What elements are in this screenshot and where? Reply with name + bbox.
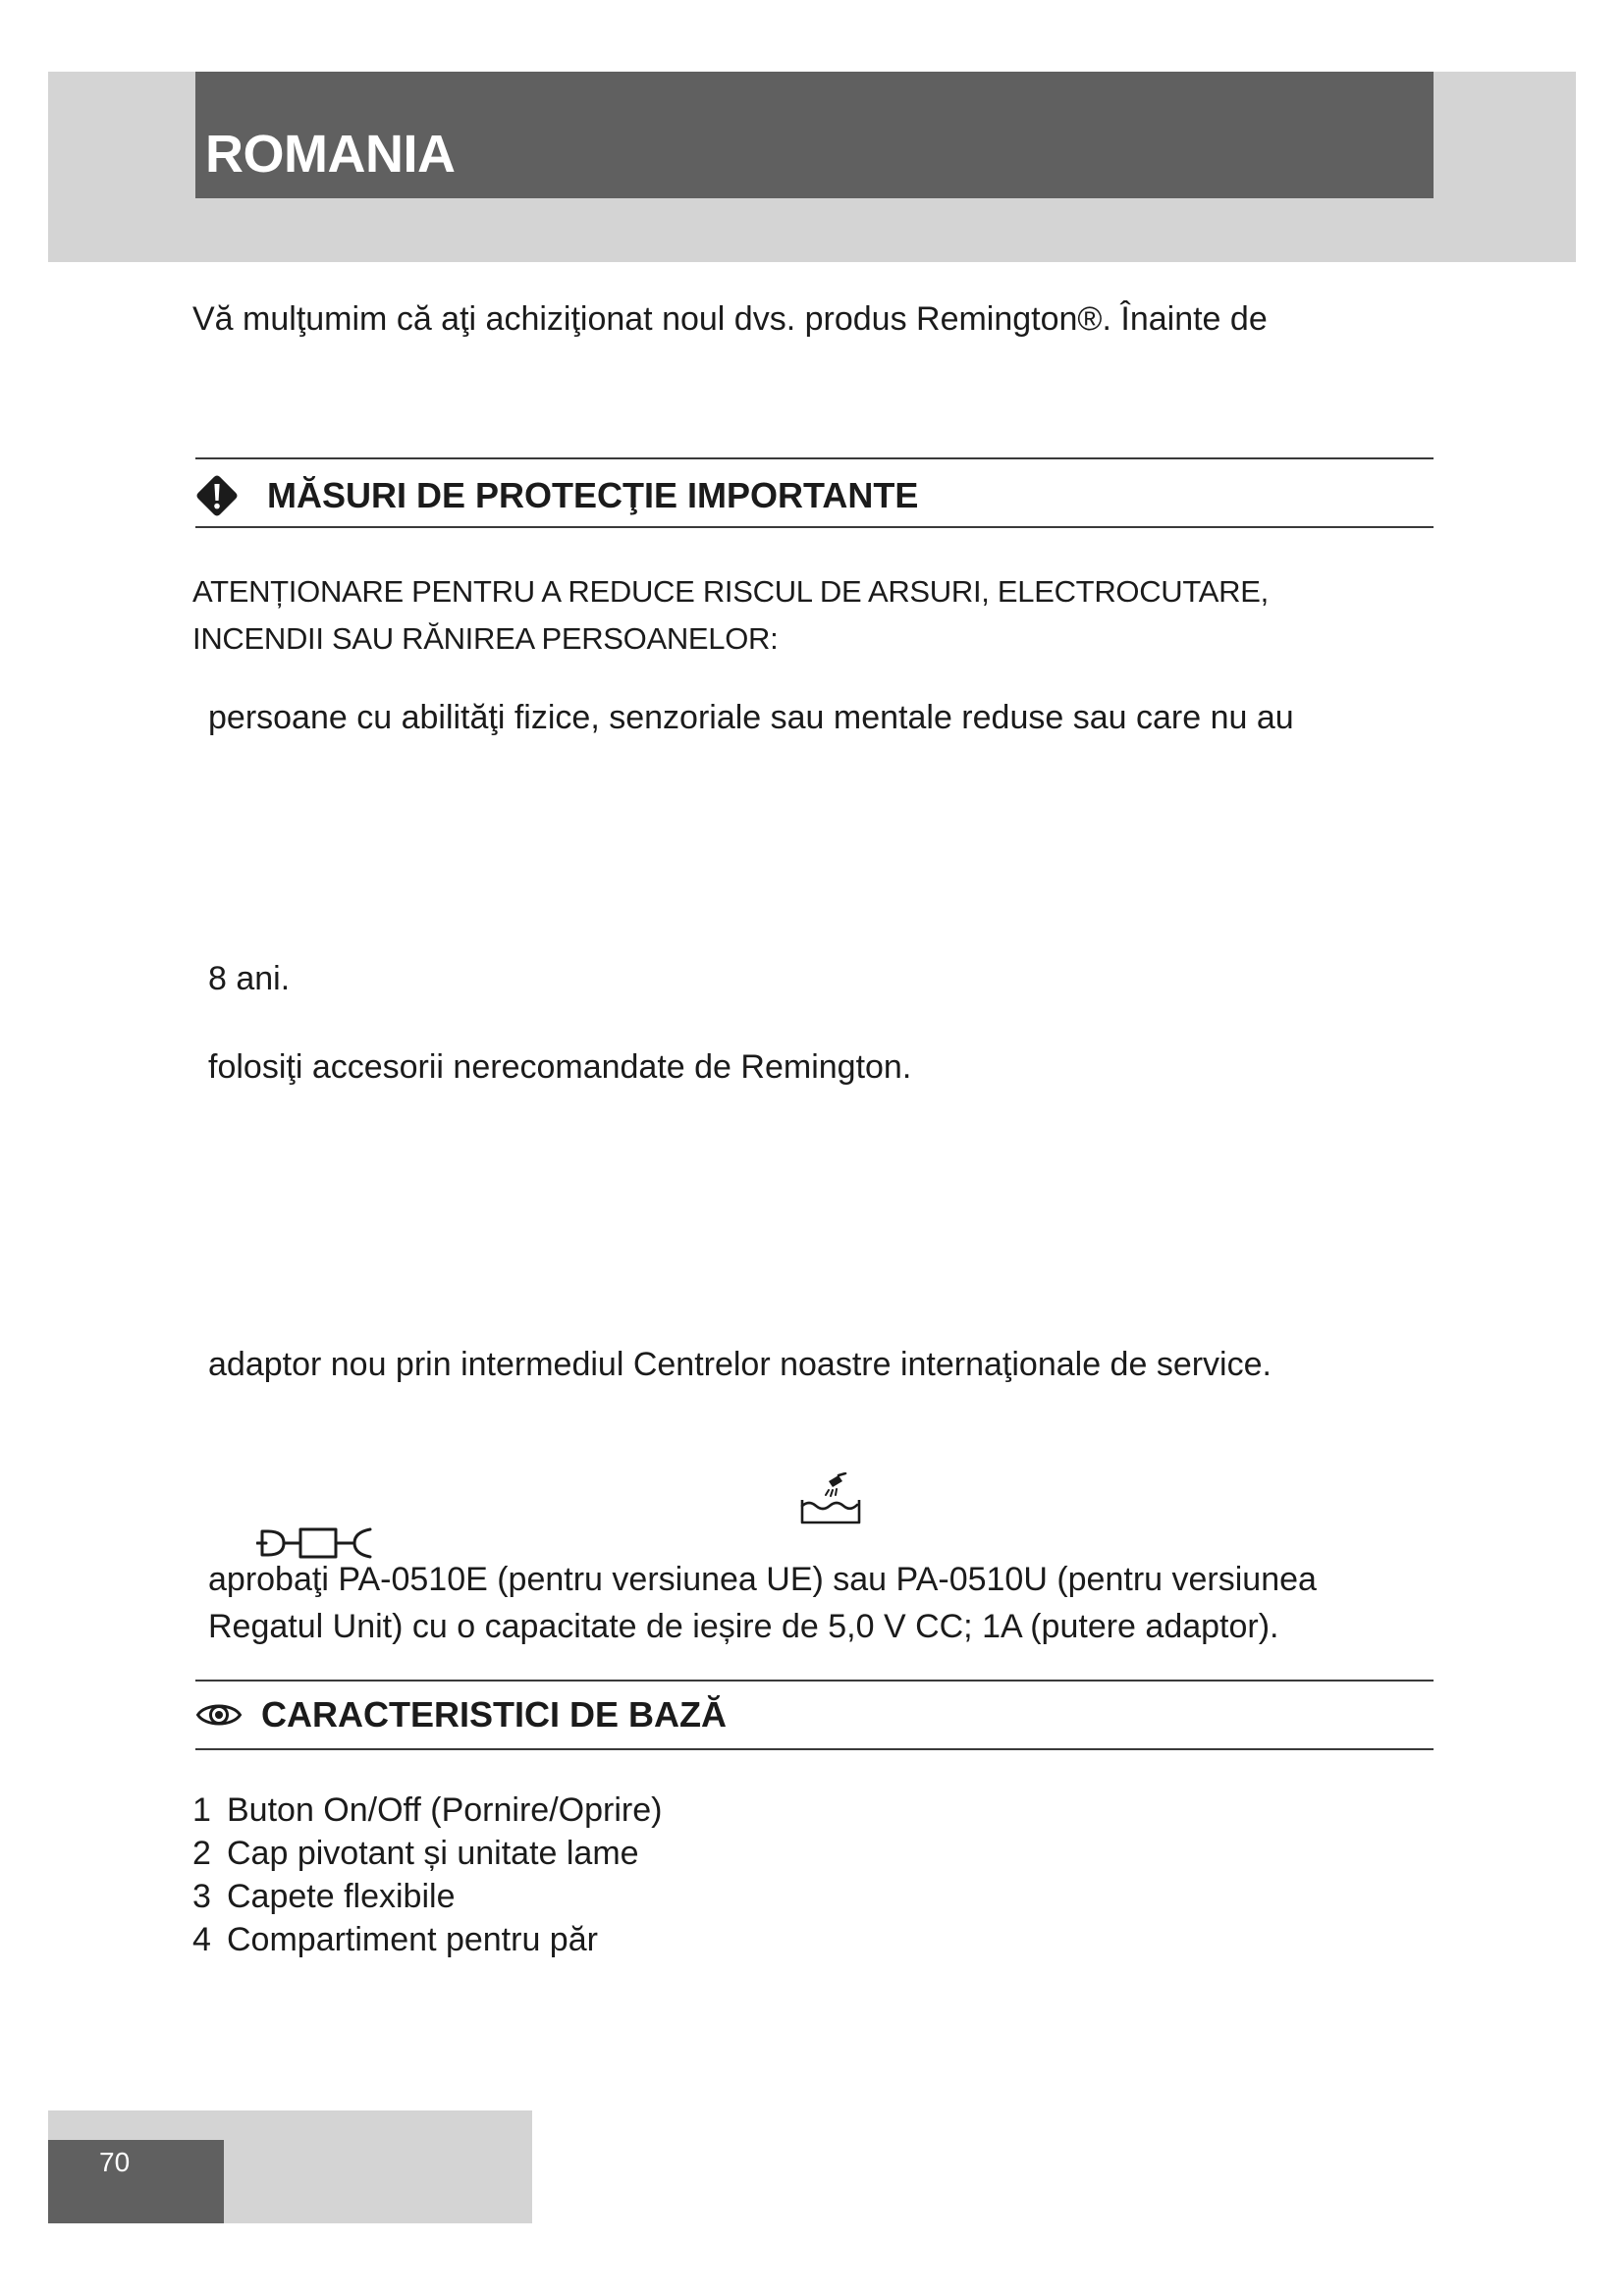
page-number-tab <box>48 2140 224 2223</box>
safety-paragraph: folosiţi accesorii nerecomandate de Remington. <box>208 1048 912 1086</box>
feature-label: Cap pivotant și unitate lame <box>227 1835 639 1872</box>
feature-label: Buton On/Off (Pornire/Oprire) <box>227 1791 663 1829</box>
bath-shower-icon <box>799 1472 862 1525</box>
feature-number: 3 <box>192 1878 211 1915</box>
features-heading: CARACTERISTICI DE BAZĂ <box>261 1694 727 1735</box>
feature-label: Compartiment pentru păr <box>227 1921 598 1958</box>
eye-icon <box>195 1699 243 1731</box>
features-rule-top <box>195 1680 1434 1682</box>
safety-paragraph: persoane cu abilităţi fizice, senzoriale sau mentale reduse sau care nu au <box>208 699 1294 736</box>
safety-rule-bottom <box>195 526 1434 528</box>
safety-paragraph: aprobaţi PA-0510E (pentru versiunea UE) sau PA-0510U (pentru versiunea <box>208 1561 1317 1598</box>
language-header <box>195 72 1434 198</box>
safety-rule-top <box>195 457 1434 459</box>
language-title: ROMANIA <box>205 125 456 184</box>
safety-paragraph: adaptor nou prin intermediul Centrelor noastre internaţionale de service. <box>208 1346 1272 1383</box>
feature-number: 1 <box>192 1791 211 1829</box>
intro-text: Vă mulţumim că aţi achiziţionat noul dvs. produs Remington®. Înainte de <box>192 300 1268 338</box>
feature-item <box>192 1918 662 1961</box>
features-list <box>192 1789 662 1961</box>
warning-line: INCENDII SAU RĂNIREA PERSOANELOR: <box>192 621 779 656</box>
feature-label: Capete flexibile <box>227 1878 456 1915</box>
safety-paragraph: Regatul Unit) cu o capacitate de ieșire de 5,0 V CC; 1A (putere adaptor). <box>208 1608 1279 1645</box>
warning-line: ATENȚIONARE PENTRU A REDUCE RISCUL DE ARSURI, ELECTROCUTARE, <box>192 574 1269 609</box>
page-number: 70 <box>99 2147 131 2177</box>
feature-number: 2 <box>192 1835 211 1872</box>
feature-item <box>192 1875 662 1918</box>
features-rule-bottom <box>195 1748 1434 1750</box>
feature-item <box>192 1832 662 1875</box>
safety-paragraph: 8 ani. <box>208 960 291 997</box>
warning-diamond-icon <box>195 474 239 517</box>
safety-heading: MĂSURI DE PROTECŢIE IMPORTANTE <box>267 475 919 515</box>
feature-item <box>192 1789 662 1832</box>
feature-number: 4 <box>192 1921 211 1958</box>
